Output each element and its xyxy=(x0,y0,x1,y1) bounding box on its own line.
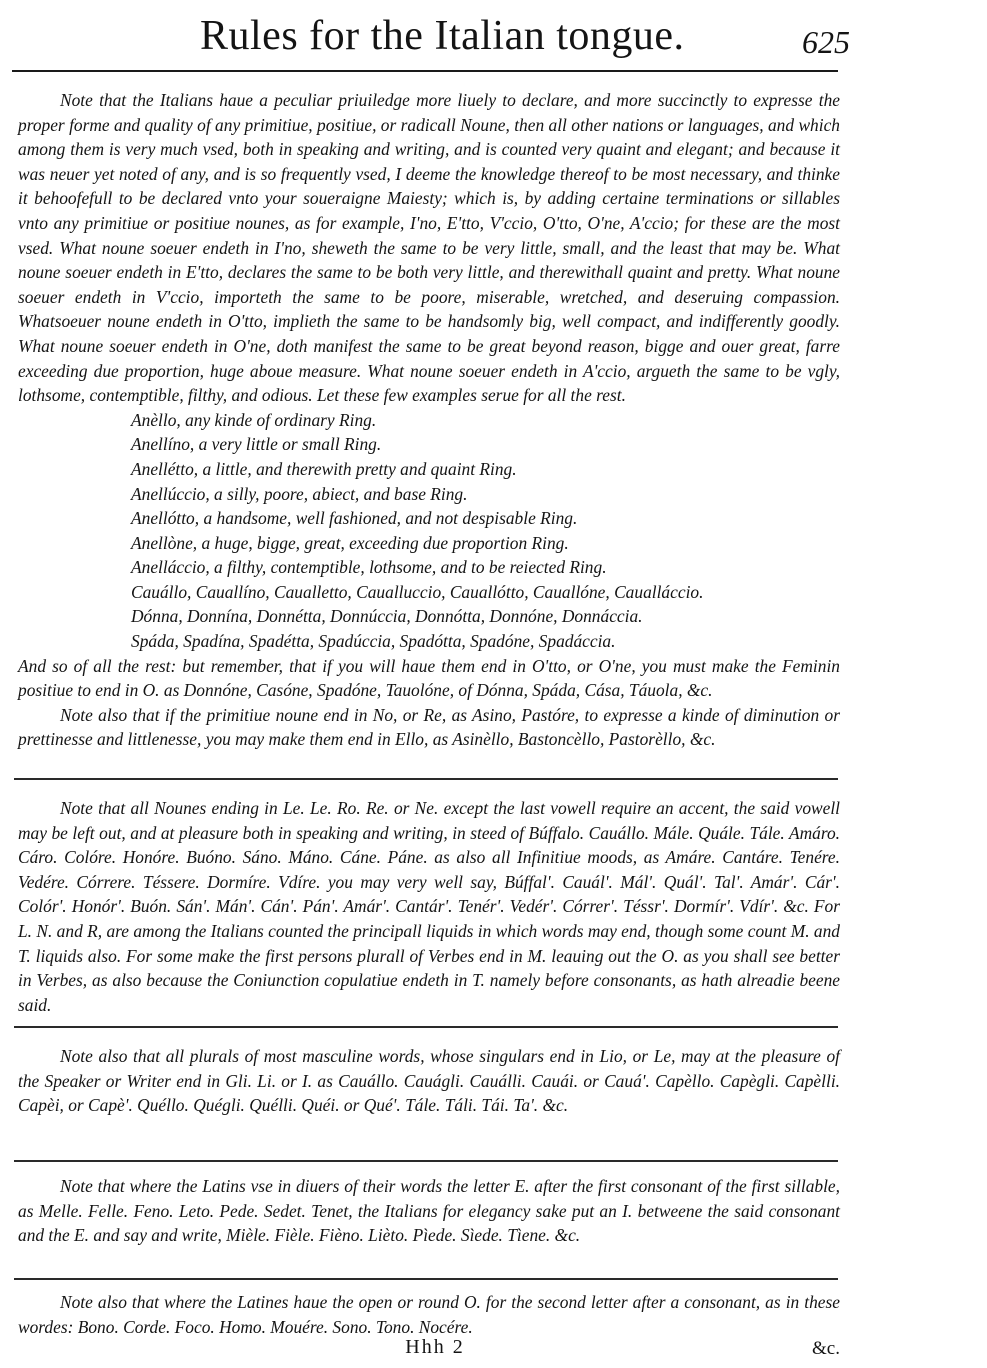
section-divider xyxy=(14,1278,838,1280)
example-line: Anelláccio, a filthy, contemptible, lothsome, and to be reiected Ring. xyxy=(131,557,607,578)
section-latin-e xyxy=(18,1174,840,1248)
example-line: Anellétto, a little, and therewith pretty and quaint Ring. xyxy=(131,458,517,479)
section-plurals xyxy=(18,1044,840,1118)
example-line: Dónna, Donnína, Donnétta, Donnúccia, Donnótta, Donnóne, Donnáccia. xyxy=(131,606,643,627)
section-latin-o xyxy=(18,1290,840,1339)
example-line: Anèllo, any kinde of ordinary Ring. xyxy=(131,409,377,430)
catchword: &c. xyxy=(812,1338,840,1359)
liquids-paragraph: Note that all Nounes ending in Le. Le. Ro. Re. or Ne. except the last vowell require an accent, the said vowell may be left out, and at pleasure both in speaking and writing, in steed of Búffalo. Cauállo. Mále. Quále. Tále. Amáro. Cáro. Colóre. Honóre. Buóno. Sáno. Máno. Cáne. Páne. as also all Infinitiue moods, as Amáre. Cantáre. Tenére. Vedére. Córrere. Téssere. Dormíre. Vdíre. you may very well say, Búffal'. Cauál'. Mál'. Quál'. Tal'. Amár'. Cár'. Colór'. Honór'. Buón. Sán'. Mán'. Cán'. Pán'. Amár'. Cantár'. Tenér'. Vedér'. Córrer'. Téssr'. Dormír'. Vdír'. &c. For L. N. and R, are among the Italians counted the principall liquids in which words may end, though some count M. and T. liquids also. For some make the first persons plurall of Verbes end in M. leauing out the O. as you shall see better in Verbes, as also because the Coniunction copulatiue endeth in T. namely before consonants, as hath alreadie beene said. xyxy=(18,798,840,1015)
closing-paragraph: And so of all the rest: but remember, that if you will haue them end in O'tto, or O'ne, you must make the Feminin positiue to end in O. as Donnóne, Casóne, Spadóne, Tauolóne, of Dónna, Spáda, Cása, Táuola, &c. xyxy=(18,655,840,701)
example-line: Anellíno, a very little or small Ring. xyxy=(131,434,382,455)
note-paragraph: Note also that if the primitiue noune end in No, or Re, as Asino, Pastóre, to expresse a kinde of diminution or prettinesse and littlenesse, you may make them end in Ello, as Asinèllo, Bastoncèllo, Pastorèllo, &c. xyxy=(18,704,840,750)
section-divider xyxy=(14,778,838,780)
running-title: Rules for the Italian tongue. xyxy=(200,13,685,59)
section-liquids xyxy=(18,796,840,1017)
plurals-paragraph: Note also that all plurals of most masculine words, whose singulars end in Lio, or Le, may at the pleasure of the Speaker or Writer end in Gli. Li. or I. as Cauállo. Cauágli. Cauálli. Cauái. or Cauá'. Capèllo. Capègli. Capèlli. Capèi, or Capè'. Quéllo. Quégli. Quélli. Quéi. or Qué'. Tále. Táli. Tái. Ta'. &c. xyxy=(18,1046,840,1116)
example-line: Anellòne, a huge, bigge, great, exceeding due proportion Ring. xyxy=(131,532,569,553)
latin-o-paragraph: Note also that where the Latines haue the open or round O. for the second letter after a consonant, as in these wordes: Bono. Corde. Foco. Homo. Mouére. Sono. Tono. Nocére. xyxy=(18,1292,840,1337)
signature-mark: Hhh 2 xyxy=(405,1336,465,1358)
examples-list xyxy=(18,408,840,654)
page-header xyxy=(0,8,987,70)
example-line: Cauállo, Cauallíno, Caualletto, Caualluccio, Cauallótto, Cauallóne, Caualláccio. xyxy=(131,581,704,602)
intro-paragraph: Note that the Italians haue a peculiar priuiledge more liuely to declare, and more succinctly to expresse the proper forme and quality of any primitiue, positiue, or radicall Noune, then all other nations or languages, and which among them is very much vsed, both in speaking and writing, and is counted very quaint and elegant; and because it was neuer yet noted of any, and is so frequently vsed, I deeme the knowledge thereof to be most necessary, and thinke it behoofefull to be declared vnto your soueraigne Maiesty; which is, by adding certaine terminations or sillables vnto any primitiue or positiue nounes, as for example, I'no, E'tto, V'ccio, O'tto, O'ne, A'ccio; for these are the most vsed. What noune soeuer endeth in I'no, sheweth the same to be very little, small, and the least that may be. What noune soeuer endeth in E'tto, declares the same to be both very little, and therewithall quaint and pretty. What noune soeuer endeth in V'ccio, importeth the same to be poore, miserable, wretched, and deseruing compassion. Whatsoeuer noune endeth in O'tto, implieth the same to be handsomly big, well compact, and indifferently goodly. What noune soeuer endeth in O'ne, doth manifest the same to be great beyond reason, bigge and ouer great, farre exceeding due proportion, huge aboue measure. What noune soeuer endeth in A'ccio, argueth the same to be vgly, lothsome, contemptible, filthy, and odious. Let these few examples serue for all the rest. xyxy=(18,90,840,406)
latin-e-paragraph: Note that where the Latins vse in diuers of their words the letter E. after the first consonant of the first sillable, as Melle. Felle. Feno. Leto. Pede. Sedet. Tenet, the Italians for elegancy sake put an I. betweene the said consonant and the E. and say and write, Mièle. Fièle. Fièno. Lièto. Pìede. Sìede. Tìene. &c. xyxy=(18,1176,840,1246)
example-line: Anellótto, a handsome, well fashioned, and not despisable Ring. xyxy=(131,508,578,529)
header-rule xyxy=(12,70,838,72)
section-diminutives xyxy=(18,88,840,752)
page-number: 625 xyxy=(802,24,850,60)
section-divider xyxy=(14,1160,838,1162)
example-line: Anellúccio, a silly, poore, abiect, and base Ring. xyxy=(131,483,468,504)
example-line: Spáda, Spadína, Spadétta, Spadúccia, Spadótta, Spadóne, Spadáccia. xyxy=(131,631,616,652)
section-divider xyxy=(14,1026,838,1028)
